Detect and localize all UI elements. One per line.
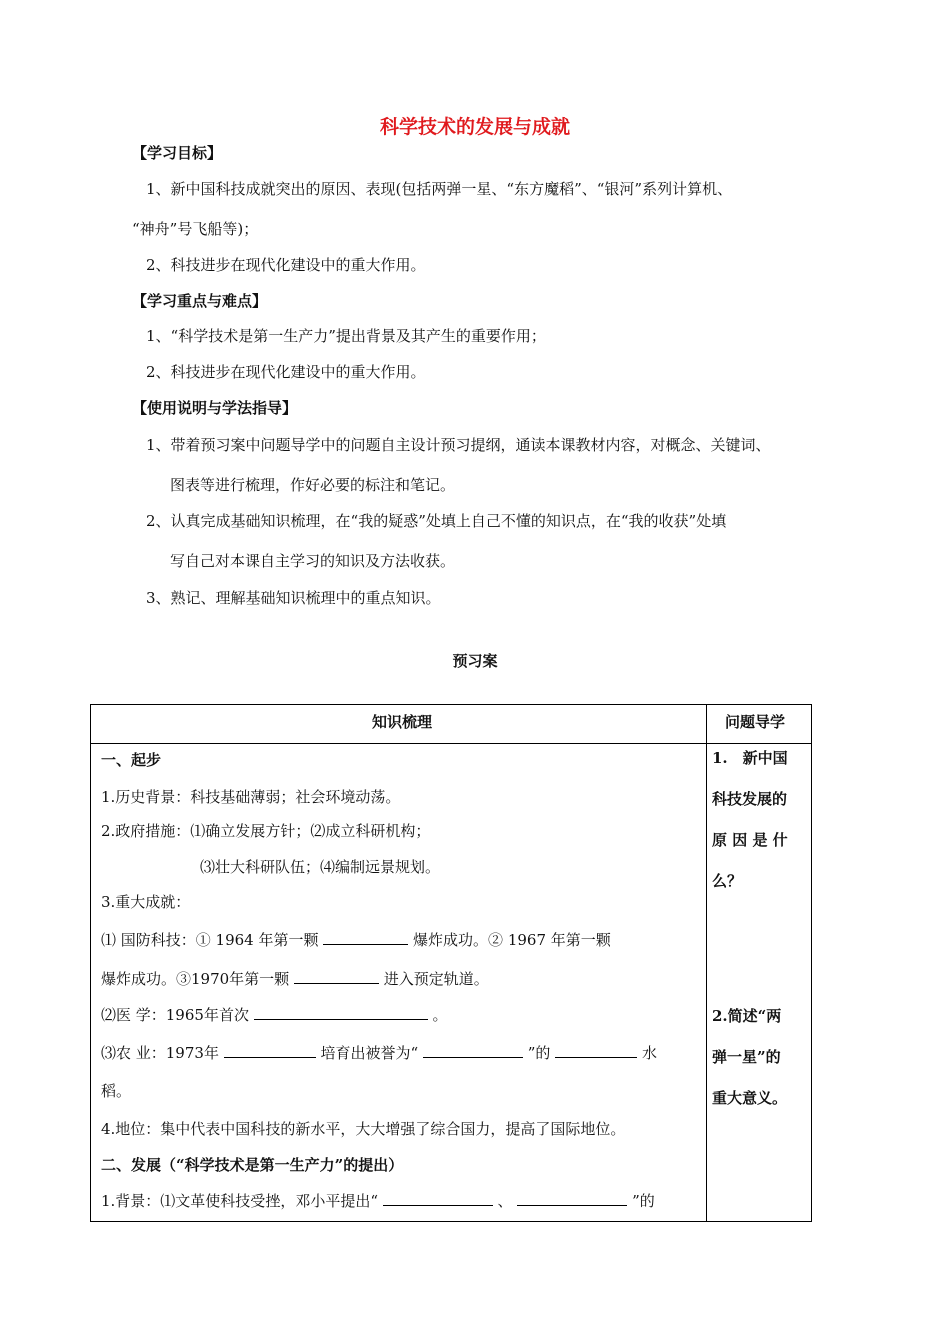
defense-blank-2[interactable] [294, 969, 379, 984]
preview-heading: 预习案 [452, 652, 498, 670]
guide-line-2: 2、认真完成基础知识梳理，在“我的疑惑”处填上自己不懂的知识点，在“我的收获”处填 [146, 512, 727, 530]
agriculture-line [101, 1042, 657, 1063]
defense-text-a: ⑴ 国防科技：① 1964 年第一颗 [101, 931, 319, 949]
question-2 [712, 996, 804, 1119]
background-2-line [101, 1190, 655, 1211]
question-1-line: 原 因 是 什 [712, 831, 788, 849]
medicine-text-b: 。 [432, 1006, 448, 1024]
section-1-title: 一、起步 [101, 751, 162, 769]
agriculture-text-b: 培育出被誉为“ [320, 1044, 419, 1062]
status-line: 4.地位：集中代表中国科技的新水平，大大增强了综合国力，提高了国际地位。 [101, 1120, 626, 1138]
question-1-line: 么？ [712, 872, 743, 890]
defense-line-2 [101, 968, 489, 989]
medicine-line [101, 1004, 448, 1025]
agriculture-blank-3[interactable] [555, 1043, 637, 1058]
goals-line-1-cont: “神舟”号飞船等)； [132, 220, 259, 238]
defense-text-b: 爆炸成功。② 1967 年第一颗 [413, 931, 611, 949]
table-header-knowledge: 知识梳理 [372, 713, 433, 731]
page-title: 科学技术的发展与成就 [379, 116, 570, 138]
agriculture-line-cont: 稻。 [101, 1082, 132, 1100]
question-1-line: 科技发展的 [712, 790, 788, 808]
goals-line-1: 1、新中国科技成就突出的原因、表现(包括两弹一星、“东方魔稻”、“银河”系列计算机、 [146, 180, 733, 198]
defense-line-1 [101, 929, 611, 950]
history-background: 1.历史背景：科技基础薄弱；社会环境动荡。 [101, 788, 401, 806]
guide-line-3: 3、熟记、理解基础知识梳理中的重点知识。 [146, 589, 441, 607]
guide-heading: 【使用说明与学法指导】 [132, 399, 298, 417]
guide-line-1: 1、带着预习案中问题导学中的问题自主设计预习提纲，通读本课教材内容，对概念、关键词、 [146, 436, 771, 454]
defense-blank-1[interactable] [323, 930, 408, 945]
background-2-text-b: 、 [497, 1192, 513, 1210]
medicine-text-a: ⑵医 学：1965年首次 [101, 1006, 249, 1024]
achievements-label: 3.重大成就： [101, 893, 191, 911]
table-column-divider [706, 704, 707, 1222]
background-2-text-c: ”的 [632, 1192, 655, 1210]
agriculture-blank-2[interactable] [423, 1043, 523, 1058]
table-header-divider [90, 743, 812, 744]
question-2-line: 重大意义。 [712, 1089, 788, 1107]
gov-measures-1: 2.政府措施：⑴确立发展方针；⑵成立科研机构； [101, 822, 431, 840]
keypoints-line-1: 1、“科学技术是第一生产力”提出背景及其产生的重要作用； [146, 327, 546, 345]
gov-measures-2: ⑶壮大科研队伍；⑷编制远景规划。 [200, 858, 441, 876]
question-1-line: 1. 新中国 [712, 749, 788, 767]
defense-text-c: 爆炸成功。③1970年第一颗 [101, 970, 290, 988]
section-2-title: 二、发展（“科学技术是第一生产力”的提出） [101, 1156, 404, 1174]
defense-text-d: 进入预定轨道。 [383, 970, 489, 988]
background-2-blank-2[interactable] [517, 1191, 627, 1206]
question-2-line: 弹一星”的 [712, 1048, 781, 1066]
agriculture-text-d: 水 [641, 1044, 657, 1062]
medicine-blank[interactable] [254, 1005, 428, 1020]
goals-heading: 【学习目标】 [132, 144, 223, 162]
background-2-blank-1[interactable] [383, 1191, 493, 1206]
agriculture-text-c: ”的 [527, 1044, 551, 1062]
agriculture-blank-1[interactable] [224, 1043, 316, 1058]
background-2-text-a: 1.背景：⑴文革使科技受挫，邓小平提出“ [101, 1192, 378, 1210]
guide-line-2-cont: 写自己对本课自主学习的知识及方法收获。 [170, 552, 456, 570]
guide-line-1-cont: 图表等进行梳理，作好必要的标注和笔记。 [170, 476, 456, 494]
knowledge-table [90, 704, 812, 1222]
goals-line-2: 2、科技进步在现代化建设中的重大作用。 [146, 256, 426, 274]
agriculture-text-a: ⑶农 业：1973年 [101, 1044, 219, 1062]
keypoints-line-2: 2、科技进步在现代化建设中的重大作用。 [146, 363, 426, 381]
keypoints-heading: 【学习重点与难点】 [132, 292, 268, 310]
question-2-line: 2.简述“两 [712, 1007, 782, 1025]
table-header-questions: 问题导学 [725, 713, 786, 731]
question-1 [712, 738, 804, 902]
